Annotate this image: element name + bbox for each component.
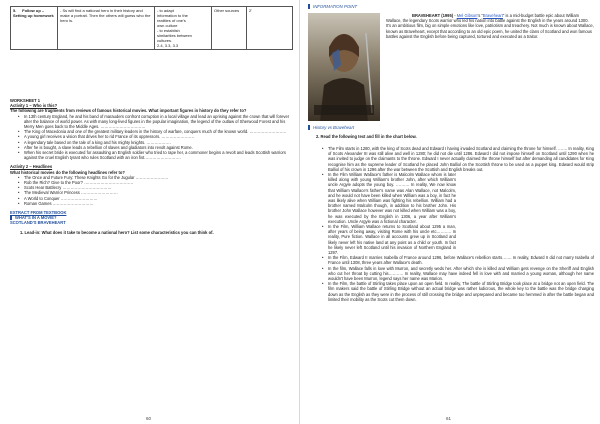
history-heading: History vs Braveheart [308, 125, 354, 130]
list-item: • In the film, Wallace falls in love with Murron, and secretly weds her. After which she is killed and William gets revenge on the Sheriff and English who cut her throat by cutting his……….. In reality, Wallace may have indeed fell in love with and married a young woman, although her name wouldn't have been Murron, legend says her name was Marion. [328, 266, 594, 282]
sources-cell: Other sources [212, 7, 247, 50]
list-item: • In the Film, William Wallace returns to Scotland about 1295 a man, after years of being away, visiting Rome with his uncle etc……….. In reality, Pure fiction. Wallace in all accounts grew up in Scotland and likely never left his native land at any point as a child or youth. In fact he likely never left Scotland until his invasion of Northern England in 1297. [328, 224, 456, 255]
page-number: 61 [446, 416, 452, 421]
facts-list [320, 146, 594, 302]
activity-name: Follow up – Setting up homework [13, 8, 54, 18]
worksheet-title: WORKSHEET 1 [10, 98, 41, 103]
list-item: • The Film starts in 1280, with the king of Scots dead and Edward I having invaded Scotland and claiming the throne for himself. ……. In reality, King of Scots Alexander III was still alive and well in 1280; he did not die until 1286. Edward I did not impose himself on Scotland until 1290 when he was invited to judge on the claimants to the throne. Edward I never actually claimed the throne himself but after demanding all candidates for King recognise him as the supreme leader of Scotland he placed John Balliol on the Scottish throne to be used as a puppet king. Edward would strip Balliol of his crown in 1296 after the war between the Scottish and English breaks out. [328, 146, 594, 172]
right-page [300, 0, 600, 424]
purpose-line: 2.4, 3.3, 3.3 [157, 43, 179, 48]
purpose-line: own culture [157, 23, 178, 28]
purpose-cell [155, 7, 212, 50]
section-marker [308, 125, 310, 130]
list-item: • Rob the Rich? Give to the Poor? ……………………………… [24, 180, 294, 185]
list-item: • The Once and Future Fury: These Knights Go for the Jugular …………………… [24, 175, 294, 180]
task-cell: - Ss will find a national hero in their history and make a portrait. Then the others will guess who the hero is. [58, 7, 155, 50]
task-instruction: 2. Read the following text and fill in the chart below. [316, 134, 417, 139]
info-heading: INFORMATION POINT [308, 4, 357, 9]
list-item: • Scots Hear Battlecry ……………………………… [24, 185, 294, 190]
list-item: • In the Film, the battle of Stirling takes place upon an open field. In reality, The battle of Stirling Bridge took place at a bridge not an open field. The film makers said the battle of Stirling Bridge without an actual bridge was rather ludicrous, the whole key to the battle was the bridge charging down as the English as they were in the process of still crossing the bridge and unprepared and became too hemmed in after the battle began and limited their mobility as the Scots cut them down. [328, 281, 594, 302]
list-item: • In the Film, Edward II marries Isabella of France around 1296, before Wallace's rebellion starts……. In reality, Edward II did not marry Isabella of France until 1308, three years after Wallace's death. [328, 255, 594, 265]
table-row [11, 7, 293, 50]
movie-heading: WHAT'S IN A MOVIE? [10, 215, 294, 220]
purpose-line: - to establish [157, 28, 180, 33]
purpose-line: similarities between [157, 33, 192, 38]
purpose-line: - to adapt [157, 8, 174, 13]
time-cell: 2' [247, 7, 293, 50]
intro-body: " is a mid-budget battle epic about William Wallace, the legendary Scots warrior who led his nation into battle against the English in the years around 1300. It's an ambitious film, big on simple emotions like love, patriotism and treachery. Not much is known about Wallace, known as Braveheart, except that according to an old epic poem, he united the clans of Scotland and won famous battles against the English before being captured, tortured and executed as a traitor. [386, 13, 594, 39]
activity1-title: Activity 1 – Who is this? [10, 103, 58, 109]
list-item: • In the Film William Wallace's father is Malcolm Wallace whom is later killed along with young William's brother John, after which William's uncle Argyle adopts the young boy. ………. In reality, We now know that William Wallace's father's name was Alan Wallace, not Malcolm, and he would not have been killed when William was a boy, in fact he was likely alive when William was fighting his rebellion. William had a brother named Malcolm though, in addition to his brother John. His brother John Wallace however was not killed when William was a boy, he was executed by the English in 1306, a year after William's execution. Uncle Argyle was a fictional character. [328, 172, 456, 224]
activity2-list [10, 175, 294, 206]
list-item: • A young girl receives a vision that drives her to rid France of its oppressors. …………………… [24, 134, 294, 139]
activity-table [10, 6, 293, 50]
page-number: 60 [146, 416, 152, 421]
braveheart-link[interactable]: Braveheart [482, 13, 503, 18]
leadin-question: 1. Lead-in: What does it take to become a national hero? List some characteristics you can think of. [20, 229, 214, 235]
activity-cell [11, 7, 58, 50]
list-item: • The King of Macedonia and one of the greatest military leaders in the history of warfare, conquers much of the known world. ……………………… [24, 129, 294, 134]
list-item: • In 13th century England, he and his band of marauders confront corruption in a local village and lead an uprising against the crown that will forever alter the balance of world power. As with many long-lived figures in the popular imagination, the legend of the outlaw of Sherwood Forest and his Merry Men goes back to the Middle Ages. …………………………… [24, 114, 294, 130]
purpose-line: realities of one's [157, 18, 186, 23]
list-item: • The Medieval Warrior Princess ……………………… [24, 190, 294, 195]
worksheet-section [10, 98, 294, 235]
section-marker [308, 4, 310, 9]
intro-title: BRAVEHEART (1995) [412, 13, 454, 18]
list-item: • A World to Conquer ……………………… [24, 196, 294, 201]
activity1-list [10, 114, 294, 161]
list-item: • A legendary tale based on the tale of a king and his mighty knights. ……………… [24, 140, 294, 145]
list-item: • After he is bought, a slave leads a rebellion of slaves and gladiators into revolt against Rome. [24, 145, 294, 150]
extract-label: EXTRACT FROM TEXTBOOK [10, 210, 67, 216]
movie-subheading: SCOTLAND'S BRAVEHEART [10, 220, 66, 226]
activity2-title: Activity 2 – Headlines [10, 164, 53, 170]
row-number: 5. [13, 8, 17, 13]
purpose-line: cultures. [157, 38, 173, 43]
list-item: • When his secret bride is executed for assaulting an English soldier who tried to rape her, a commoner begins a revolt and leads Scottish warriors against the cruel English tyrant who rules Scotland with an iron fist……………………… [24, 150, 294, 160]
mel-gibson-link[interactable]: Mel Gibson [456, 13, 478, 18]
activity2-prompt: What historical movies do the following headlines refer to? [10, 169, 125, 175]
intro-paragraph: BRAVEHEART (1995) - Mel Gibson's "Braveheart" is a mid-budget battle epic about William Wallace, the legendary Scots warrior who led his nation into battle against the English in the years around 1300. It's an ambitious film, big on simple emotions like love, patriotism and treachery. Not much is known about Wallace, known as Braveheart, except that according to an old epic poem, he united the clans of Scotland and won famous battles against the English before being captured, tortured and executed as a traitor. [386, 13, 594, 39]
list-item: • Roman Games ………………………… [24, 201, 294, 206]
braveheart-poster-image [308, 13, 380, 121]
purpose-line: information to the [157, 13, 188, 18]
activity1-prompt: The following are fragments from reviews of famous historical movies. What important figures in history do they refer to? [10, 108, 247, 114]
